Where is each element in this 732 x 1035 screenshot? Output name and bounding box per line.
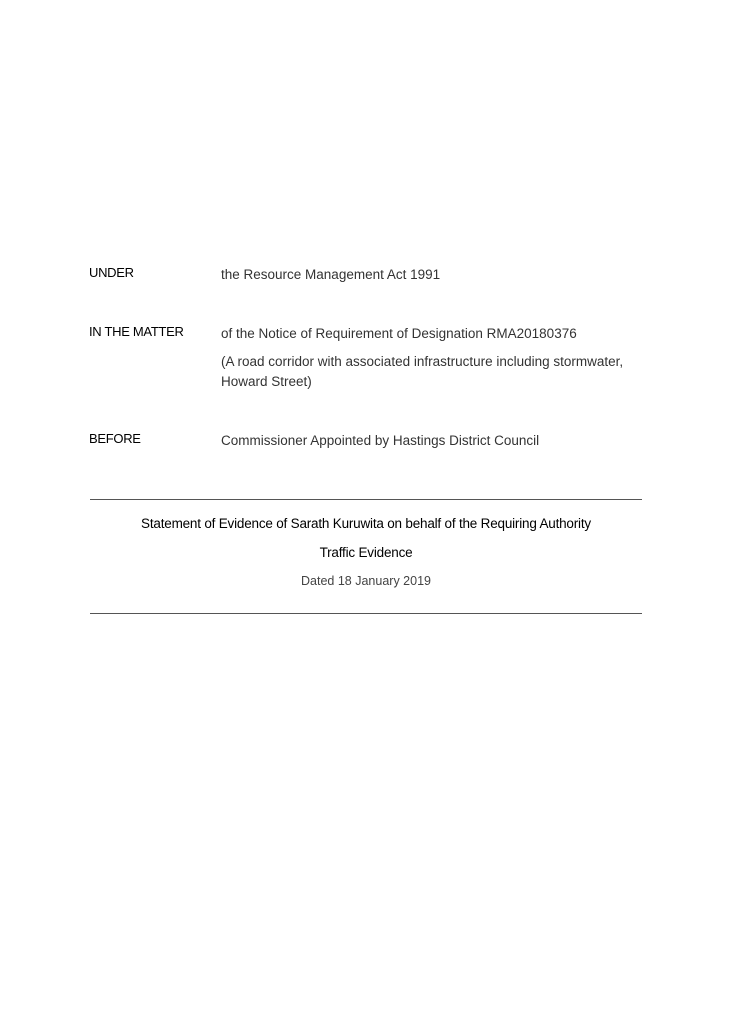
matter-value: of the Notice of Requirement of Designation RMA20180376 [221, 326, 577, 341]
bottom-divider [90, 613, 642, 614]
top-divider [90, 499, 642, 500]
matter-label: IN THE MATTER [89, 324, 184, 339]
matter-detail: (A road corridor with associated infrastructure including stormwater, Howard Street) [221, 354, 624, 389]
statement-date: Dated 18 January 2019 [301, 574, 431, 588]
statement-subtitle: Traffic Evidence [319, 545, 413, 560]
statement-title: Statement of Evidence of Sarath Kuruwita on behalf of the Requiring Authority [141, 516, 591, 531]
under-value: the Resource Management Act 1991 [221, 267, 441, 282]
before-value: Commissioner Appointed by Hastings District Council [221, 433, 540, 448]
under-label: UNDER [89, 265, 134, 280]
before-label: BEFORE [89, 431, 141, 446]
